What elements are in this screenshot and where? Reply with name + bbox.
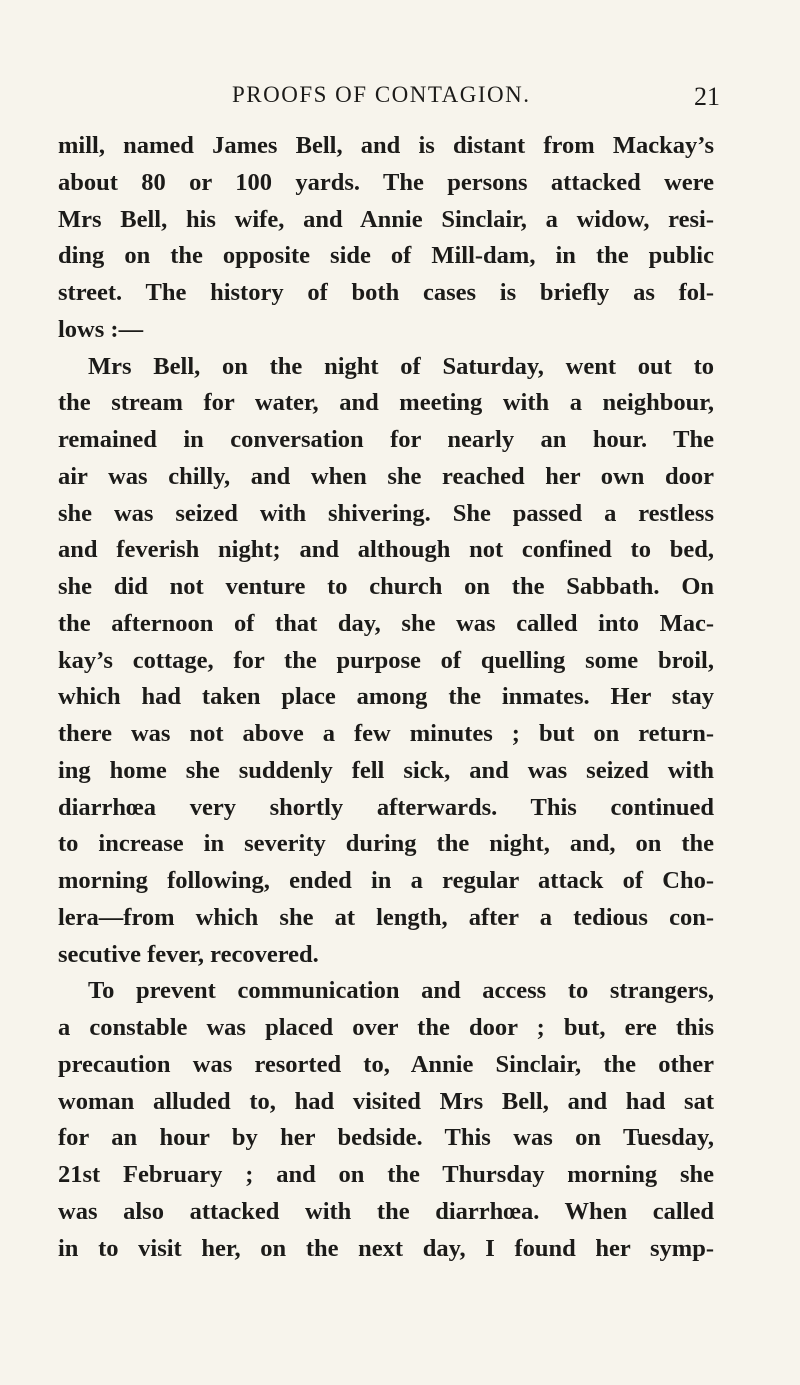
text-line: lows :—: [58, 315, 144, 343]
paragraph-start-line: To prevent communication and access to strangers,: [88, 977, 714, 1005]
text-line: lera—from which she at length, after a tedious con-: [58, 903, 714, 931]
text-line: the afternoon of that day, she was called into Mac-: [58, 609, 714, 637]
text-line: and feverish night; and although not confined to bed,: [58, 536, 714, 564]
text-line: ing home she suddenly fell sick, and was seized with: [58, 756, 714, 784]
text-line: remained in conversation for nearly an hour. The: [58, 426, 714, 453]
running-head: [200, 82, 720, 116]
text-line: she did not venture to church on the Sabbath. On: [58, 573, 714, 600]
paragraph-start-line: Mrs Bell, on the night of Saturday, went out to: [88, 352, 714, 380]
text-line: kay’s cottage, for the purpose of quelling some broil,: [58, 646, 714, 674]
text-line: in to visit her, on the next day, I found her symp-: [58, 1234, 714, 1262]
text-line: woman alluded to, had visited Mrs Bell, and had sat: [58, 1087, 714, 1115]
text-line: for an hour by her bedside. This was on Tuesday,: [58, 1124, 714, 1152]
text-line: a constable was placed over the door ; but, ere this: [58, 1014, 714, 1041]
text-line: she was seized with shivering. She passed a restless: [58, 499, 714, 527]
text-line: to increase in severity during the night, and, on the: [58, 830, 714, 858]
page-number: 21: [694, 82, 720, 111]
text-line: secutive fever, recovered.: [58, 940, 319, 968]
body-text: [58, 128, 714, 1267]
running-title: PROOFS OF CONTAGION.: [232, 82, 531, 107]
text-line: which had taken place among the inmates. Her stay: [58, 683, 714, 711]
text-line: there was not above a few minutes ; but on return-: [58, 720, 714, 747]
text-line: precaution was resorted to, Annie Sinclair, the other: [58, 1050, 714, 1078]
text-line: diarrhœa very shortly afterwards. This continued: [58, 793, 714, 821]
text-line: Mrs Bell, his wife, and Annie Sinclair, a widow, resi-: [58, 205, 714, 233]
text-line: morning following, ended in a regular attack of Cho-: [58, 867, 714, 894]
text-line: 21st February ; and on the Thursday morning she: [58, 1161, 714, 1188]
text-line: street. The history of both cases is briefly as fol-: [58, 279, 714, 306]
text-line: the stream for water, and meeting with a neighbour,: [58, 389, 714, 417]
text-line: was also attacked with the diarrhœa. When called: [58, 1197, 714, 1225]
text-line: air was chilly, and when she reached her own door: [58, 462, 714, 490]
text-line: ding on the opposite side of Mill-dam, in the public: [58, 242, 714, 270]
text-line: about 80 or 100 yards. The persons attacked were: [58, 168, 714, 196]
text-line: mill, named James Bell, and is distant from Mackay’s: [58, 132, 714, 159]
